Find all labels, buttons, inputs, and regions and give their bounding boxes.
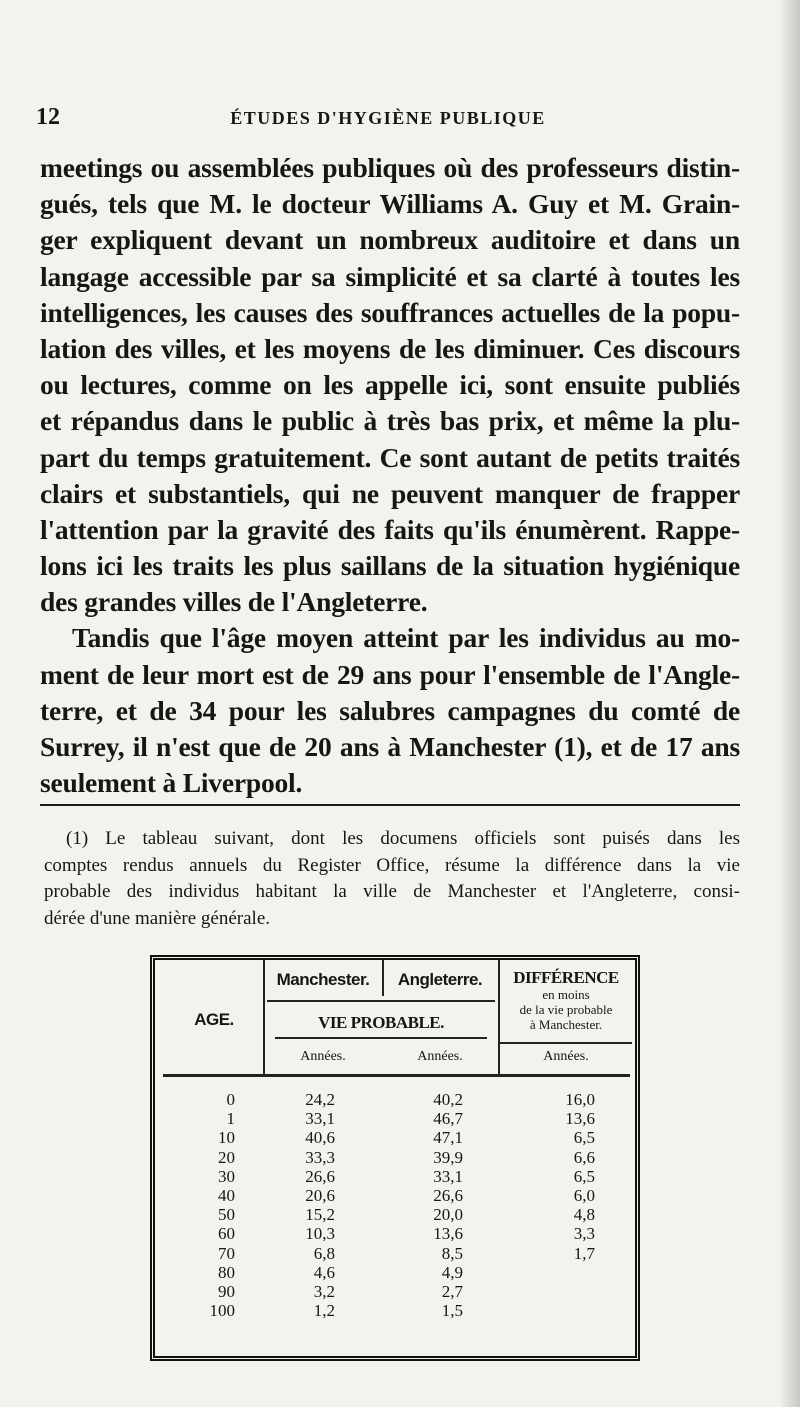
footnote — [44, 826, 740, 932]
table-cell: 1,7 — [573, 1243, 595, 1263]
table-cell: 30 — [218, 1166, 235, 1186]
annees-label: Années. — [300, 1049, 346, 1064]
table-cell: 15,2 — [305, 1205, 335, 1225]
page-header — [36, 104, 740, 136]
table-cell: 33,1 — [305, 1109, 335, 1129]
main-text — [40, 150, 740, 801]
table-cell: 20 — [218, 1147, 235, 1167]
table-cell: 26,6 — [305, 1166, 335, 1186]
running-head: ÉTUDES D'HYGIÈNE PUBLIQUE — [230, 108, 546, 128]
header-bottom-rule — [163, 1074, 630, 1077]
table-cell: 13,6 — [565, 1109, 595, 1129]
table-cell: 3,3 — [573, 1224, 595, 1244]
table-cell: 6,5 — [573, 1128, 595, 1148]
table-cell: 26,6 — [433, 1185, 463, 1205]
table-cell: 10 — [218, 1128, 235, 1148]
text-line: meetings ou assemblées publiques où des professeurs distin- — [40, 152, 740, 183]
table-cell: 4,6 — [313, 1262, 335, 1282]
footnote-line: (1) Le tableau suivant, dont les documens officiels sont puisés dans les — [66, 828, 740, 849]
table-cell: 4,8 — [573, 1205, 595, 1225]
table-cell: 6,0 — [573, 1185, 595, 1205]
text-line: part du temps gratuitement. Ce sont autant de petits traités — [40, 441, 740, 473]
manchester-column — [280, 1090, 335, 1320]
table-cell: 50 — [218, 1205, 235, 1225]
header-rule — [500, 1042, 632, 1044]
table-cell: 1,5 — [441, 1301, 463, 1321]
text-line: lation des villes, et les moyens de les diminuer. Ces discours — [40, 332, 740, 364]
text-line: ment de leur mort est de 29 ans pour l'ensemble de l'Angle- — [40, 658, 740, 690]
table-cell: 100 — [209, 1301, 235, 1321]
text-line: seulement à Liverpool. — [40, 767, 303, 799]
footnote-line: dérée d'une manière générale. — [44, 907, 271, 929]
table-cell: 70 — [218, 1243, 235, 1263]
table-cell: 1 — [226, 1109, 235, 1129]
table-cell: 33,1 — [433, 1166, 463, 1186]
table-cell: 80 — [218, 1262, 235, 1282]
footnote-line: probable des individus habitant la ville de Manchester et l'Angleterre, consi- — [44, 881, 740, 902]
table-cell: 40 — [218, 1185, 235, 1205]
table-cell: 20,0 — [433, 1205, 463, 1225]
age-header: AGE. — [194, 1010, 234, 1029]
text-line: clairs et substantiels, qui ne peuvent manquer de frapper — [40, 477, 740, 509]
table-cell: 46,7 — [433, 1109, 463, 1129]
table-cell: 1,2 — [313, 1301, 335, 1321]
table-cell: 4,9 — [441, 1262, 463, 1282]
angleterre-header: Angleterre. — [397, 970, 483, 989]
difference-subheader: à Manchester. — [529, 1017, 603, 1032]
table-cell: 6,5 — [573, 1166, 595, 1186]
table-cell: 13,6 — [433, 1224, 463, 1244]
footnote-line: comptes rendus annuels du Register Office, résume la différence dans la vie — [44, 854, 740, 876]
table-cell: 20,6 — [305, 1185, 335, 1205]
text-line: terre, et de 34 pour les salubres campagnes du comté de — [40, 694, 740, 726]
table-cell: 40,2 — [433, 1090, 463, 1109]
column-divider — [263, 960, 265, 1076]
table-cell: 0 — [226, 1090, 235, 1109]
difference-column — [540, 1090, 595, 1263]
manchester-header: Manchester. — [276, 970, 370, 989]
table-cell: 2,7 — [441, 1281, 463, 1301]
footnote-separator — [40, 804, 740, 806]
vie-probable-header: VIE PROBABLE. — [318, 1013, 444, 1032]
table-cell: 10,3 — [305, 1224, 335, 1244]
text-line: Surrey, il n'est que de 20 ans à Manchester (1), et de 17 ans — [40, 731, 740, 762]
table-cell: 24,2 — [305, 1090, 335, 1109]
table-cell: 39,9 — [433, 1147, 463, 1167]
text-line: intelligences, les causes des souffrances actuelles de la popu- — [40, 296, 740, 328]
difference-subheader: en moins — [542, 987, 590, 1002]
table-cell: 40,6 — [305, 1128, 335, 1148]
text-line: gués, tels que M. le docteur Williams A. Guy et M. Grain- — [40, 188, 740, 220]
table-cell: 90 — [218, 1281, 235, 1301]
text-line: des grandes villes de l'Angleterre. — [40, 586, 428, 618]
table-cell: 16,0 — [565, 1090, 595, 1109]
table-cell: 47,1 — [433, 1128, 463, 1148]
table-cell: 3,2 — [313, 1281, 335, 1301]
page-number: 12 — [36, 104, 60, 130]
header-rule — [267, 1000, 495, 1002]
angleterre-column — [408, 1090, 463, 1320]
table-cell: 8,5 — [441, 1243, 463, 1263]
text-line: ou lectures, comme on les appelle ici, sont ensuite publiés — [40, 369, 740, 401]
text-line: lons ici les traits les plus saillans de la situation hygiénique — [40, 550, 740, 582]
table-cell: 6,6 — [573, 1147, 595, 1167]
annees-label: Années. — [417, 1049, 463, 1064]
table-cell: 60 — [218, 1224, 235, 1244]
table-cell: 33,3 — [305, 1147, 335, 1167]
age-column — [180, 1090, 235, 1320]
text-line: ger expliquent devant un nombreux auditoire et dans un — [40, 224, 740, 256]
difference-header: DIFFÉRENCE — [513, 968, 619, 987]
table-cell: 6,8 — [313, 1243, 335, 1263]
page-gutter-shadow — [778, 0, 800, 1407]
text-line: et répandus dans le public à très bas prix, et même la plu- — [40, 405, 740, 437]
annees-label: Années. — [543, 1049, 589, 1064]
text-line: Tandis que l'âge moyen atteint par les individus au mo- — [72, 622, 740, 654]
text-line: l'attention par la gravité des faits qu'ils énumèrent. Rappe- — [40, 513, 740, 545]
text-line: langage accessible par sa simplicité et sa clarté à toutes les — [40, 260, 740, 292]
header-rule — [275, 1037, 487, 1039]
difference-subheader: de la vie probable — [519, 1002, 613, 1017]
